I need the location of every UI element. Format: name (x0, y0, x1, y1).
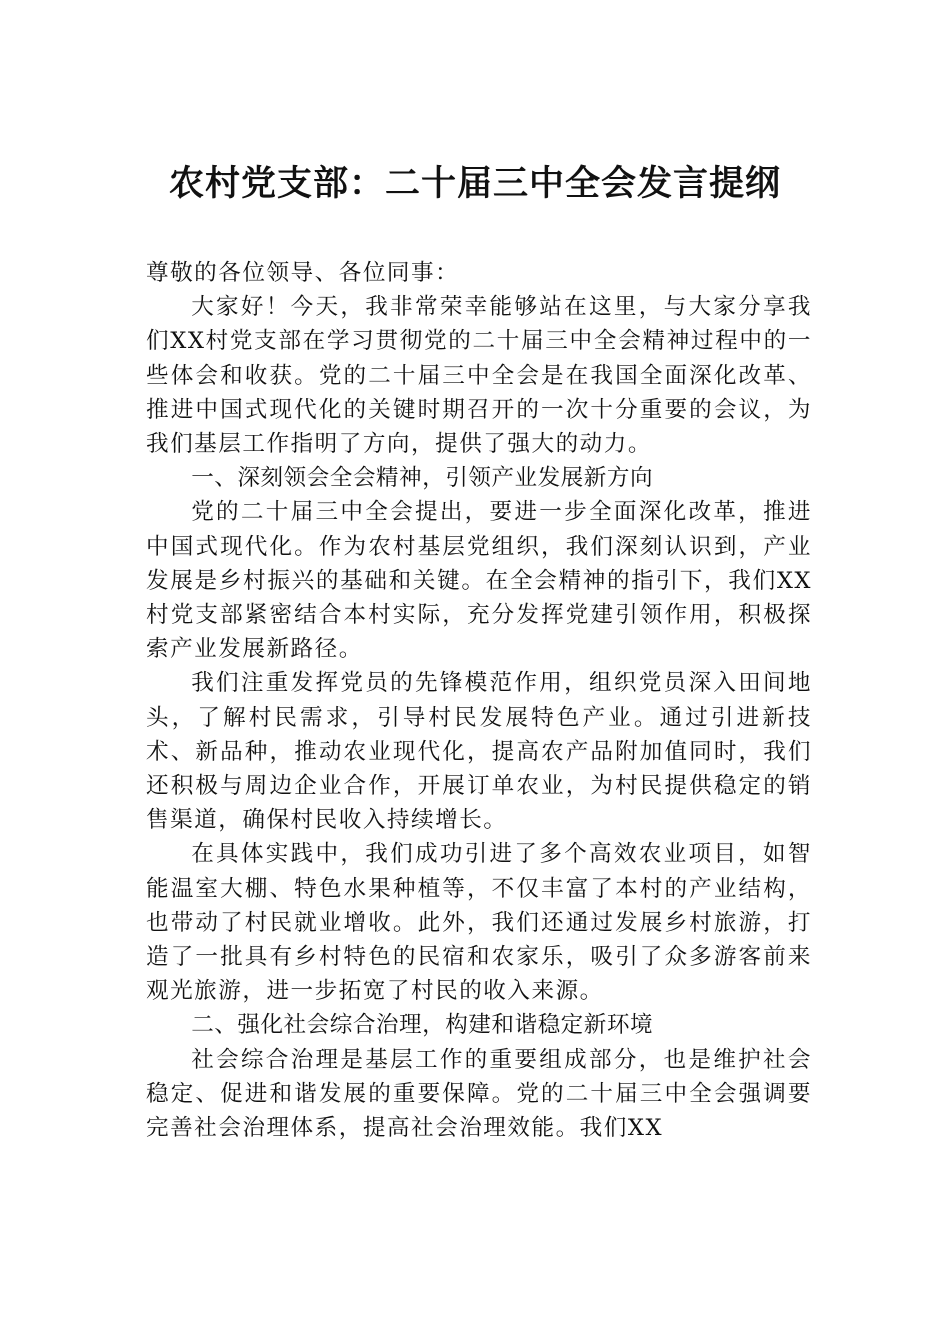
salutation: 尊敬的各位领导、各位同事： (146, 260, 460, 286)
document-body (146, 256, 812, 1145)
section-heading-2: 二、强化社会综合治理，构建和谐稳定新环境 (191, 1012, 654, 1039)
document-title: 农村党支部：二十届三中全会发言提纲 (168, 163, 781, 204)
intro-paragraph: 大家好！今天，我非常荣幸能够站在这里，与大家分享我们XX村党支部在学习贯彻党的二十届三中全会精神过程中的一些体会和收获。党的二十届三中全会是在我国全面深化改革、推进中国式现代化的关键时期召开的一次十分重要的会议，为我们基层工作指明了方向，提供了强大的动力。 (146, 294, 812, 458)
section-2-paragraph-1: 社会综合治理是基层工作的重要组成部分，也是维护社会稳定、促进和谐发展的重要保障。党的二十届三中全会强调要完善社会治理体系，提高社会治理效能。我们XX (146, 1046, 812, 1142)
section-heading-1: 一、深刻领会全会精神，引领产业发展新方向 (191, 465, 654, 492)
section-1-paragraph-2: 我们注重发挥党员的先锋模范作用，组织党员深入田间地头，了解村民需求，引导村民发展特色产业。通过引进新技术、新品种，推动农业现代化，提高农产品附加值同时，我们还积极与周边企业合作，开展订单农业，为村民提供稳定的销售渠道，确保村民收入持续增长。 (146, 670, 812, 834)
section-1-paragraph-3: 在具体实践中，我们成功引进了多个高效农业项目，如智能温室大棚、特色水果种植等，不仅丰富了本村的产业结构，也带动了村民就业增收。此外，我们还通过发展乡村旅游，打造了一批具有乡村特色的民宿和农家乐，吸引了众多游客前来观光旅游，进一步拓宽了村民的收入来源。 (146, 841, 812, 1005)
section-1-paragraph-1: 党的二十届三中全会提出，要进一步全面深化改革，推进中国式现代化。作为农村基层党组织，我们深刻认识到，产业发展是乡村振兴的基础和关键。在全会精神的指引下，我们XX村党支部紧密结合本村实际，充分发挥党建引领作用，积极探索产业发展新路径。 (146, 499, 812, 663)
